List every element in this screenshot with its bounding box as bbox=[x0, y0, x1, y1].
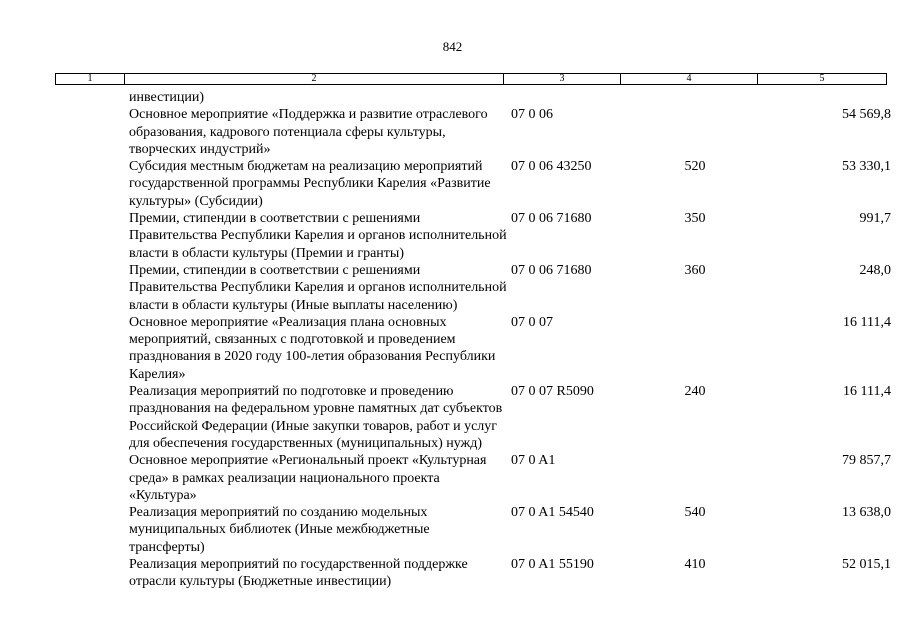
row-type-cell: 520 bbox=[684, 159, 706, 175]
table-row bbox=[55, 556, 896, 591]
row-code-cell: 07 0 07 R5090 bbox=[511, 384, 594, 400]
row-amount-cell: 16 111,4 bbox=[843, 314, 891, 330]
row-index-cell bbox=[55, 314, 125, 383]
row-name-cell: Премии, стипендии в соответствии с решениями Правительства Республики Карелия и органов исполнительной власти в области культуры (Премии и гранты) bbox=[129, 211, 507, 261]
header-col-1: 1 bbox=[56, 74, 125, 85]
row-type-cell: 350 bbox=[684, 211, 706, 227]
table-row bbox=[55, 504, 896, 556]
header-col-2: 2 bbox=[125, 74, 504, 85]
row-code-cell: 07 0 06 43250 bbox=[511, 159, 592, 175]
row-code-cell bbox=[507, 89, 627, 106]
table-row bbox=[55, 383, 896, 452]
row-amount-cell: 79 857,7 bbox=[842, 453, 891, 469]
row-amount-cell: 54 569,8 bbox=[842, 107, 891, 123]
row-amount-cell: 991,7 bbox=[859, 211, 891, 227]
row-code-cell: 07 0 A1 bbox=[511, 453, 556, 469]
budget-table bbox=[55, 89, 896, 591]
row-amount-cell: 52 015,1 bbox=[842, 557, 891, 573]
row-index-cell bbox=[55, 452, 125, 504]
row-type-cell bbox=[627, 452, 763, 504]
table-row bbox=[55, 106, 896, 158]
table-row bbox=[55, 158, 896, 210]
row-code-cell: 07 0 A1 54540 bbox=[511, 505, 594, 521]
table-row bbox=[55, 314, 896, 383]
row-name-cell: Основное мероприятие «Региональный проект «Культурная среда» в рамках реализации национального проекта «Культура» bbox=[129, 453, 487, 503]
row-type-cell: 240 bbox=[684, 384, 706, 400]
row-code-cell: 07 0 07 bbox=[511, 314, 553, 330]
row-index-cell bbox=[55, 504, 125, 556]
table-row bbox=[55, 452, 896, 504]
row-type-cell bbox=[627, 89, 763, 106]
row-name-cell: Реализация мероприятий по созданию модельных муниципальных библиотек (Иные межбюджетные трансферты) bbox=[129, 505, 430, 555]
row-name-cell: Субсидия местным бюджетам на реализацию мероприятий государственной программы Республики Карелия «Развитие культуры» (Субсидии) bbox=[129, 159, 491, 209]
row-type-cell bbox=[627, 106, 763, 158]
table-row bbox=[55, 89, 896, 106]
page-number: 842 bbox=[442, 39, 463, 54]
row-name-cell: Реализация мероприятий по подготовке и проведению празднования на федеральном уровне памятных дат субъектов Российской Федерации (Иные закупки товаров, работ и услуг для обеспечения государственных (муниципальных) нужд) bbox=[129, 384, 503, 451]
row-index-cell bbox=[55, 556, 125, 591]
row-type-cell bbox=[627, 314, 763, 383]
row-code-cell: 07 0 06 71680 bbox=[511, 211, 592, 227]
row-code-cell: 07 0 06 71680 bbox=[511, 262, 592, 278]
row-index-cell bbox=[55, 383, 125, 452]
row-name-cell: инвестиции) bbox=[129, 90, 205, 105]
table-row bbox=[55, 262, 896, 314]
row-index-cell bbox=[55, 106, 125, 158]
row-type-cell: 410 bbox=[684, 557, 706, 573]
header-col-3: 3 bbox=[504, 74, 621, 85]
row-amount-cell bbox=[763, 89, 896, 106]
row-type-cell: 360 bbox=[684, 262, 706, 278]
row-amount-cell: 248,0 bbox=[859, 262, 891, 278]
row-name-cell: Реализация мероприятий по государственной поддержке отрасли культуры (Бюджетные инвестиции) bbox=[129, 557, 468, 590]
row-index-cell bbox=[55, 158, 125, 210]
row-code-cell: 07 0 A1 55190 bbox=[511, 557, 594, 573]
row-index-cell bbox=[55, 210, 125, 262]
header-col-5: 5 bbox=[758, 74, 887, 85]
row-name-cell: Премии, стипендии в соответствии с решениями Правительства Республики Карелия и органов исполнительной власти в области культуры (Иные выплаты населению) bbox=[129, 262, 507, 313]
header-col-4: 4 bbox=[621, 74, 758, 85]
column-header-row bbox=[55, 73, 887, 85]
row-index-cell bbox=[55, 89, 125, 106]
row-type-cell: 540 bbox=[684, 505, 706, 521]
table-row bbox=[55, 210, 896, 262]
row-amount-cell: 53 330,1 bbox=[842, 159, 891, 175]
row-name-cell: Основное мероприятие «Реализация плана основных мероприятий, связанных с подготовкой и проведением празднования в 2020 году 100-летия образования Республики Карелия» bbox=[129, 314, 496, 382]
row-code-cell: 07 0 06 bbox=[511, 107, 553, 123]
row-amount-cell: 16 111,4 bbox=[843, 384, 891, 400]
row-name-cell: Основное мероприятие «Поддержка и развитие отраслевого образования, кадрового потенциала сферы культуры, творческих индустрий» bbox=[129, 107, 488, 157]
row-index-cell bbox=[55, 262, 125, 314]
row-amount-cell: 13 638,0 bbox=[842, 505, 891, 521]
